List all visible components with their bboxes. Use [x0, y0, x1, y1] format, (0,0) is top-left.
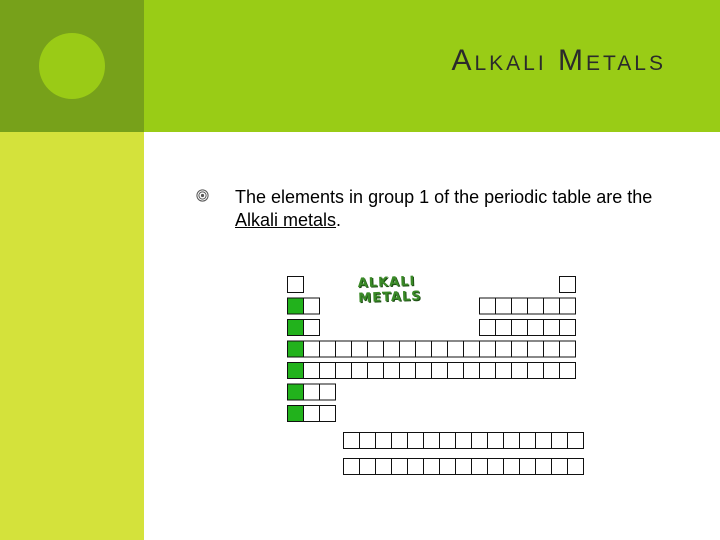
- element-cell: [432, 341, 448, 357]
- corner-block: [0, 0, 144, 132]
- element-cell: [560, 341, 576, 357]
- f-block-cell: [344, 459, 360, 475]
- f-block-cell: [472, 459, 488, 475]
- element-cell: [304, 341, 320, 357]
- element-cell: [480, 341, 496, 357]
- element-cell: [400, 341, 416, 357]
- element-cell: [288, 298, 304, 314]
- element-cell: [304, 406, 320, 422]
- element-cell: [288, 320, 304, 336]
- f-block-cell: [440, 433, 456, 449]
- circle-target-bullet-icon: [196, 189, 209, 202]
- element-cell: [496, 298, 512, 314]
- element-cell: [496, 363, 512, 379]
- element-cell: [464, 363, 480, 379]
- f-block-cell: [472, 433, 488, 449]
- f-block-cell: [536, 459, 552, 475]
- f-block-cell: [504, 433, 520, 449]
- element-cell: [560, 320, 576, 336]
- f-block-cell: [552, 433, 568, 449]
- bullet-text: [235, 186, 685, 232]
- f-block-cell: [488, 459, 504, 475]
- element-cell: [480, 363, 496, 379]
- element-cell: [544, 298, 560, 314]
- f-block-cell: [408, 459, 424, 475]
- f-block-cell: [360, 459, 376, 475]
- element-cell: [528, 363, 544, 379]
- f-block-cell: [504, 459, 520, 475]
- f-block-cell: [440, 459, 456, 475]
- f-block-cell: [552, 459, 568, 475]
- f-block-cell: [424, 459, 440, 475]
- element-cell: [384, 363, 400, 379]
- element-cell: [528, 341, 544, 357]
- f-block-cell: [488, 433, 504, 449]
- element-cell: [368, 363, 384, 379]
- element-cell: [368, 341, 384, 357]
- element-cell: [512, 363, 528, 379]
- element-cell: [416, 341, 432, 357]
- f-block-cell: [456, 433, 472, 449]
- element-cell: [432, 363, 448, 379]
- element-cell: [528, 298, 544, 314]
- element-cell: [288, 341, 304, 357]
- element-cell: [304, 320, 320, 336]
- f-block-cell: [392, 459, 408, 475]
- decorative-circle: [39, 33, 105, 99]
- f-block-cell: [568, 433, 584, 449]
- element-cell: [352, 363, 368, 379]
- f-block-cell: [376, 459, 392, 475]
- element-cell: [320, 363, 336, 379]
- element-cell: [320, 406, 336, 422]
- bullet-text-period: .: [336, 210, 342, 230]
- element-cell: [448, 363, 464, 379]
- element-cell: [480, 320, 496, 336]
- element-cell: [560, 363, 576, 379]
- f-block-cell: [360, 433, 376, 449]
- element-cell: [336, 363, 352, 379]
- element-cell: [544, 341, 560, 357]
- alkali-metals-image-label: [357, 274, 421, 306]
- f-block-cell: [424, 433, 440, 449]
- f-block-cell: [344, 433, 360, 449]
- f-block-cell: [408, 433, 424, 449]
- f-block-cell: [568, 459, 584, 475]
- f-block-cell: [520, 459, 536, 475]
- f-block-cell: [456, 459, 472, 475]
- element-cell: [512, 341, 528, 357]
- element-cell: [288, 384, 304, 400]
- element-cell: [512, 320, 528, 336]
- element-cell: [336, 341, 352, 357]
- element-cell: [560, 277, 576, 293]
- element-cell: [496, 341, 512, 357]
- element-cell: [288, 363, 304, 379]
- element-cell: [288, 406, 304, 422]
- element-cell: [304, 363, 320, 379]
- element-cell: [384, 341, 400, 357]
- element-cell: [560, 298, 576, 314]
- element-cell: [464, 341, 480, 357]
- element-cell: [352, 341, 368, 357]
- element-cell: [304, 384, 320, 400]
- image-label-line2: METALS: [358, 288, 422, 307]
- f-block-cell: [392, 433, 408, 449]
- left-sidebar-bar: [0, 132, 144, 540]
- alkali-metals-term: Alkali metals: [235, 210, 337, 230]
- element-cell: [544, 363, 560, 379]
- element-cell: [416, 363, 432, 379]
- f-block-cell: [520, 433, 536, 449]
- element-cell: [320, 341, 336, 357]
- element-cell: [528, 320, 544, 336]
- element-cell: [288, 277, 304, 293]
- element-cell: [320, 384, 336, 400]
- f-block-cell: [536, 433, 552, 449]
- slide-title: Alkali Metals: [451, 44, 666, 77]
- periodic-table-image: [287, 276, 587, 486]
- element-cell: [448, 341, 464, 357]
- element-cell: [496, 320, 512, 336]
- image-label-line1: ALKALI: [357, 274, 416, 292]
- element-cell: [304, 298, 320, 314]
- bullet-text-intro: The elements in group 1 of the periodic table are the: [235, 187, 653, 207]
- element-cell: [512, 298, 528, 314]
- element-cell: [480, 298, 496, 314]
- element-cell: [400, 363, 416, 379]
- f-block-cell: [376, 433, 392, 449]
- element-cell: [544, 320, 560, 336]
